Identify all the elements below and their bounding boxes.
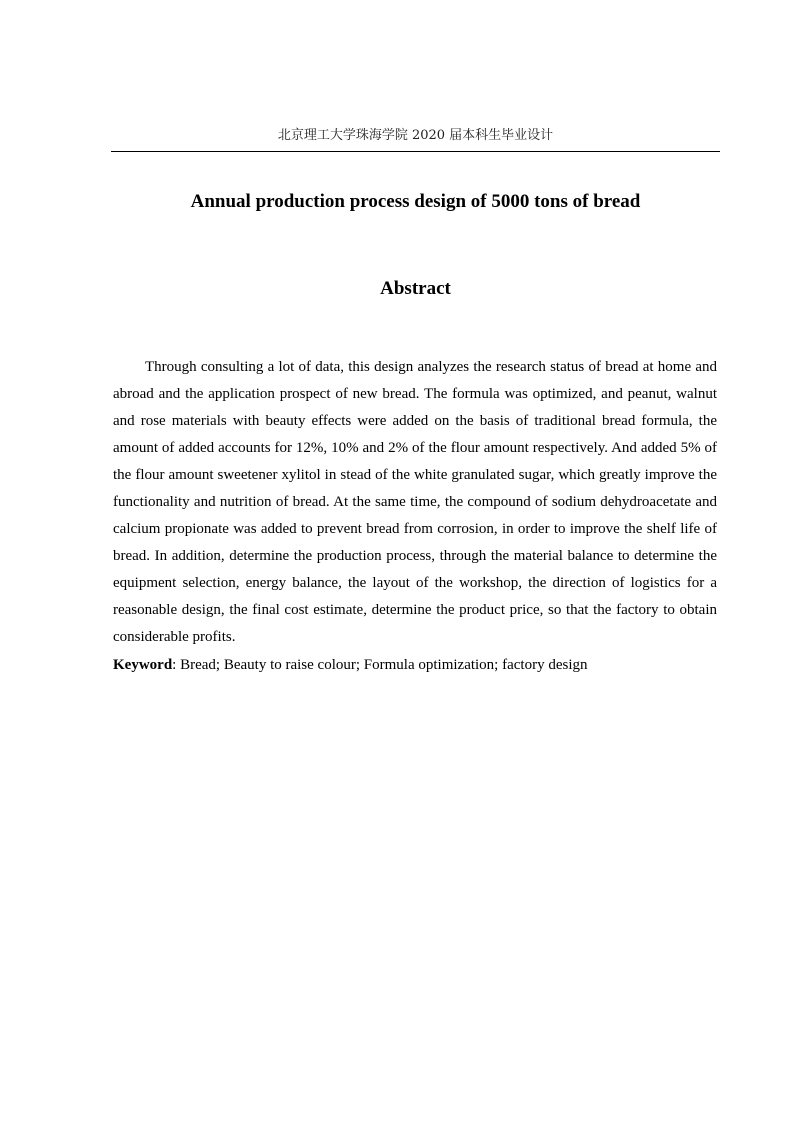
header-rule <box>111 151 720 152</box>
abstract-heading: Abstract <box>380 278 451 299</box>
abstract-body: Through consulting a lot of data, this design analyzes the research status of bread at home and abroad and the application prospect of new bread. The formula was optimized, and peanut, walnut and rose materials with beauty effects were added on the basis of traditional bread formula, the amount of added accounts for 12%, 10% and 2% of the flour amount respectively. And added 5% of the flour amount sweetener xylitol in stead of the white granulated sugar, which greatly improve the functionality and nutrition of bread. At the same time, the compound of sodium dehydroacetate and calcium propionate was added to prevent bread from corrosion, in order to improve the shelf life of bread. In addition, determine the production process, through the material balance to determine the equipment selection, energy balance, the layout of the workshop, the direction of logistics for a reasonable design, the final cost estimate, determine the product price, so that the factory to obtain considerable profits. <box>113 359 717 645</box>
running-header: 北京理工大学珠海学院 2020 届本科生毕业设计 <box>277 128 554 143</box>
keywords-separator: : <box>172 657 181 673</box>
keywords-label: Keyword <box>113 657 173 673</box>
keywords-text: Bread; Beauty to raise colour; Formula optimization; factory design <box>180 657 588 673</box>
paper-title: Annual production process design of 5000 tons of bread <box>190 191 641 212</box>
keywords-line <box>113 652 717 679</box>
